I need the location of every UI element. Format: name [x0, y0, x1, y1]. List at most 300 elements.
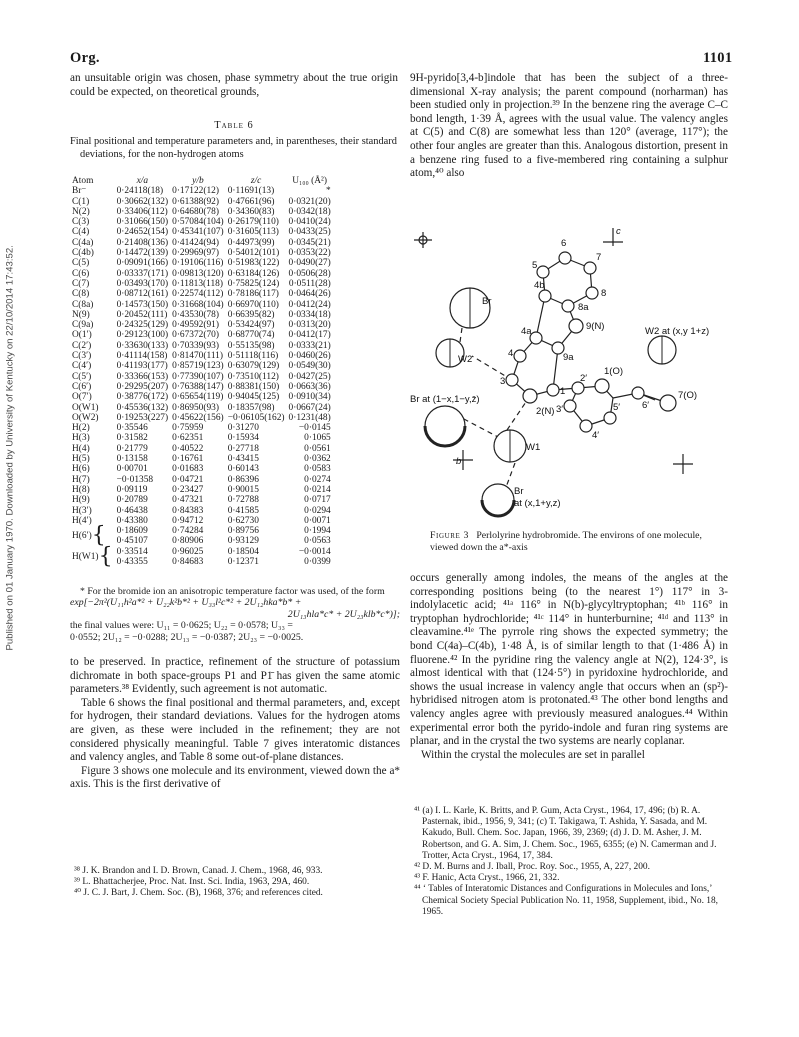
value-cell: 0·57084(104)	[172, 217, 224, 228]
atom-n2	[523, 389, 537, 403]
value-cell: 0·15934	[227, 433, 259, 444]
table-row	[70, 217, 333, 227]
label-8a: 8a	[578, 302, 589, 313]
atom-c4b	[539, 290, 551, 302]
atom-c7	[584, 262, 596, 274]
table-row	[70, 330, 333, 340]
atom-c4p	[580, 420, 592, 432]
value-cell: 0·00701	[116, 464, 148, 475]
value-cell: −0·0145	[298, 423, 331, 434]
atom-n9	[569, 319, 583, 333]
value-cell: 0·40522	[172, 443, 204, 454]
table-row	[70, 300, 333, 310]
value-cell: 0·0321(20)	[288, 196, 331, 207]
value-cell: 0·33406(112)	[116, 206, 168, 217]
value-cell: 0·33630(133)	[116, 340, 169, 351]
atom-o7	[660, 395, 676, 411]
value-cell: 0·0583	[304, 464, 331, 475]
brace-glyph: {	[98, 543, 113, 569]
table-row	[70, 351, 333, 361]
atom-cell: C(4a)	[72, 237, 94, 248]
atom-c3p	[564, 400, 576, 412]
value-cell: 0·26179(110)	[227, 217, 279, 228]
value-cell: 0·18609	[116, 526, 148, 537]
atom-c4	[514, 350, 526, 362]
value-cell: 0·0353(22)	[288, 248, 331, 259]
table-row	[70, 413, 333, 423]
value-cell: 0·63079(129)	[227, 361, 280, 372]
label-o7: 7(O)	[678, 390, 697, 401]
value-cell: 0·66970(110)	[227, 299, 279, 310]
value-cell: 0·54012(101)	[227, 248, 280, 259]
atom-cell: H(3)	[72, 433, 90, 444]
atom-c6	[559, 252, 571, 264]
value-cell: 0·1231(48)	[288, 412, 331, 423]
value-cell: 0·86396	[227, 474, 259, 485]
value-cell: 0·0071	[304, 515, 331, 526]
value-cell: 0·16761	[172, 454, 204, 465]
value-cell: 0·0294	[304, 505, 331, 516]
table-row	[70, 197, 333, 207]
value-cell: 0·94045(125)	[227, 392, 280, 403]
value-cell: 0·62730	[227, 515, 259, 526]
value-cell: 0·0333(21)	[288, 340, 331, 351]
value-cell: 0·22574(112)	[172, 289, 224, 300]
table-row	[70, 423, 333, 433]
value-cell: 0·84683	[172, 556, 204, 567]
value-cell: 0·34360(83)	[227, 206, 275, 217]
value-cell: 0·76388(147)	[172, 381, 224, 392]
label-axis-c: c	[616, 226, 621, 237]
table-row	[70, 485, 333, 495]
table-row	[70, 248, 333, 258]
col-x: x/a	[136, 176, 149, 186]
value-cell: 0·86950(93)	[172, 402, 219, 413]
value-cell: 0·09091(166)	[116, 258, 169, 269]
atom-cell: C(4′)	[72, 361, 92, 372]
atom-cell: C(8)	[72, 289, 90, 300]
atom-cell: N(9)	[72, 309, 90, 320]
label-n2: 2(N)	[536, 406, 555, 417]
value-cell: 0·51983(122)	[227, 258, 280, 269]
value-cell: 0·45622(156)	[172, 412, 224, 423]
label-8: 8	[601, 288, 607, 299]
value-cell: 0·47661(96)	[227, 196, 275, 207]
label-6: 6	[561, 238, 567, 249]
label-br-top: Br	[482, 296, 492, 307]
right-top-text: 9H-pyrido[3,4-b]indole that has been the subject of a three-dimensional X-ray analysis; the parent compound (norharman) has been studied only in projection.³⁹ In the benzene ring the average C–C bond length, 1·39 Å, agrees with the usual value. The valency angles at C(5) and C(8) are somewhat less than 120° (average, 117°); the other four angles are greater than this. Analogous distortion, present in a benzene ring fused to a five-membered ring containing a sulphur atom,⁴⁰ also	[410, 72, 728, 180]
atom-cell: H(3′)	[72, 505, 92, 516]
value-cell: 0·0399	[304, 556, 331, 567]
value-cell: 0·45107	[116, 536, 148, 547]
ref-43: ⁴³ F. Hanic, Acta Cryst., 1966, 21, 332.	[414, 873, 560, 884]
atom-cell: C(2′)	[72, 340, 92, 351]
coords-table	[70, 176, 333, 567]
value-cell: 0·0412(24)	[288, 299, 331, 310]
value-cell: 0·20452(111)	[116, 309, 168, 320]
atom-cell: C(5′)	[72, 371, 92, 382]
table-row	[70, 372, 333, 382]
value-cell: 0·18357(98)	[227, 402, 275, 413]
value-cell: 0·20789	[116, 495, 148, 506]
table-row	[70, 516, 333, 526]
value-cell: 0·12371	[227, 556, 259, 567]
ref-40: ⁴⁰ J. C. J. Bart, J. Chem. Soc. (B), 1968, 376; and references cited.	[74, 888, 323, 899]
label-5: 5	[532, 260, 538, 271]
label-3: 3	[500, 376, 506, 387]
table-row	[70, 361, 333, 371]
col-y: y/b	[192, 176, 204, 186]
value-cell: 0·43380	[116, 515, 148, 526]
atom-cell: H(4)	[72, 443, 90, 454]
value-cell: 0·89756	[227, 526, 259, 537]
label-5p: 5′	[613, 402, 621, 413]
table-footnote	[70, 586, 400, 643]
value-cell: 0·75825(124)	[227, 278, 280, 289]
value-cell: 0·73510(112)	[227, 371, 279, 382]
right-references	[410, 806, 728, 918]
atom-cell: C(3)	[72, 217, 90, 228]
value-cell: 0·14573(150)	[116, 299, 169, 310]
atom-cell: C(6′)	[72, 381, 92, 392]
value-cell: 0·44973(99)	[227, 237, 275, 248]
atom-cell: C(4)	[72, 227, 90, 238]
atom-cell: O(7′)	[72, 392, 92, 403]
atom-cell: H(7)	[72, 474, 90, 485]
value-cell: 0·24325(129)	[116, 320, 169, 331]
value-cell: 0·85719(123)	[172, 361, 224, 372]
value-cell: 0·0410(24)	[288, 217, 331, 228]
value-cell: 0·74284	[172, 526, 204, 537]
value-cell: 0·0511(28)	[288, 278, 331, 289]
value-cell: 0·19106(116)	[172, 258, 224, 269]
value-cell: 0·27718	[227, 443, 259, 454]
value-cell: 0·0464(26)	[288, 289, 331, 300]
value-cell: 0·78186(117)	[227, 289, 279, 300]
value-cell: 0·21779	[116, 443, 148, 454]
figure-3-molecule	[410, 226, 728, 518]
value-cell: 0·31066(150)	[116, 217, 169, 228]
col-atom: Atom	[72, 176, 94, 186]
value-cell: −0·01358	[116, 474, 154, 485]
left-para-2: Table 6 shows the final positional and thermal parameters, and, except for hydrogen, their standard deviations. Values for the hydrogen atoms are given, as these were included in the refinement; they are not considered physically meaningful. Table 7 gives interatomic distances and valency angles, and Table 8 some out-of-plane distances.	[70, 696, 400, 764]
atom-cell: H(9)	[72, 495, 90, 506]
value-cell: 0·96025	[172, 546, 204, 557]
atom-o1	[595, 379, 609, 393]
label-w2-right: W2 at (x,y 1+z)	[645, 326, 710, 337]
table-row	[70, 341, 333, 351]
table-row	[70, 403, 333, 413]
download-watermark: Published on 01 January 1970. Downloaded by University of Kentucky on 22/10/2014 17:43:52.	[4, 245, 16, 651]
atom-c8a	[562, 300, 574, 312]
right-body	[410, 572, 728, 762]
table-caption	[70, 120, 398, 161]
label-7: 7	[596, 252, 602, 263]
value-cell: *	[326, 186, 331, 197]
atom-cell: H(6)	[72, 464, 90, 475]
value-cell: 0·43355	[116, 556, 148, 567]
value-cell: −0·06105(162)	[227, 412, 285, 423]
table-row	[70, 495, 333, 505]
value-cell: 0·0663(36)	[288, 381, 331, 392]
atom-cell: Br⁻	[72, 186, 87, 197]
atom-cell: C(7)	[72, 278, 90, 289]
value-cell: 0·80906	[172, 536, 204, 547]
value-cell: 0·30662(132)	[116, 196, 169, 207]
atom-c6p	[632, 387, 644, 399]
ref-42: ⁴² D. M. Burns and J. Iball, Proc. Roy. Soc., 1955, A, 227, 200.	[414, 862, 650, 873]
coordinates-table	[70, 176, 400, 567]
value-cell: 0·31582	[116, 433, 148, 444]
value-cell: 0·94712	[172, 515, 204, 526]
table-row	[70, 238, 333, 248]
figure-label: Figure 3	[430, 530, 469, 541]
col-u: U₁₀₀ (Å²)	[292, 176, 327, 186]
table-row	[70, 444, 333, 454]
atom-cell	[70, 543, 115, 569]
value-cell: 0·45341(107)	[172, 227, 224, 238]
value-cell: 0·04721	[172, 474, 204, 485]
value-cell: 0·18504	[227, 546, 259, 557]
left-references	[70, 866, 400, 900]
value-cell: 0·01683	[172, 464, 204, 475]
value-cell: 0·41193(177)	[116, 361, 168, 372]
value-cell: 0·23427	[172, 484, 204, 495]
value-cell: 0·0412(17)	[288, 330, 331, 341]
value-cell: 0·62351	[172, 433, 204, 444]
brace-glyph: {	[91, 523, 106, 549]
table-row	[70, 392, 333, 402]
left-para-1: to be preserved. In practice, refinement of the structure of potassium dichromate in both space-groups P1 and P1̄ has given the same atomic parameters.³⁸ Evidently, such agreement is not automatic.	[70, 656, 400, 696]
value-cell: 0·0342(18)	[288, 206, 331, 217]
atom-cell: O(1′)	[72, 330, 92, 341]
value-cell: 0·14472(139)	[116, 248, 169, 259]
atom-cell: H(8)	[72, 484, 90, 495]
table-row	[70, 227, 333, 237]
value-cell: 0·41585	[227, 505, 259, 516]
value-cell: 0·21408(136)	[116, 237, 169, 248]
table-row	[70, 207, 333, 217]
value-cell: 0·41114(158)	[116, 351, 168, 362]
atom-cell: C(4b)	[72, 248, 94, 259]
value-cell: 0·33366(153)	[116, 371, 169, 382]
value-cell: 0·70339(93)	[172, 340, 219, 351]
value-cell: 0·47321	[172, 495, 204, 506]
value-cell: 0·84383	[172, 505, 204, 516]
value-cell: 0·31668(104)	[172, 299, 224, 310]
table-row	[70, 454, 333, 464]
table-row	[70, 526, 333, 536]
value-cell: 0·17122(12)	[172, 186, 219, 197]
atom-c4a	[530, 332, 542, 344]
table-row	[70, 320, 333, 330]
value-cell: −0·0014	[298, 546, 331, 557]
value-cell: 0·0334(18)	[288, 309, 331, 320]
table-row	[70, 186, 333, 196]
value-cell: 0·0345(21)	[288, 237, 331, 248]
value-cell: 0·31270	[227, 423, 259, 434]
value-cell: 0·0433(25)	[288, 227, 331, 238]
value-cell: 0·33514	[116, 546, 148, 557]
value-cell: 0·51118(116)	[227, 351, 279, 362]
value-cell: 0·0313(20)	[288, 320, 331, 331]
value-cell: 0·93129	[227, 536, 259, 547]
footnote-values-2: 0·0552; 2U₁₂ = −0·0288; 2U₁₃ = −0·0387; 2U₂₃ = −0·0025.	[70, 631, 304, 643]
label-o1: 1(O)	[604, 366, 623, 377]
label-n9: 9(N)	[586, 321, 605, 332]
label-3p: 3′	[556, 404, 564, 415]
atom-cell: C(9a)	[72, 320, 94, 331]
value-cell: 0·43415	[227, 454, 259, 465]
value-cell: 0·35546	[116, 423, 148, 434]
label-4p: 4′	[592, 430, 600, 441]
value-cell: 0·49592(91)	[172, 320, 219, 331]
label-axis-b: b	[456, 456, 462, 467]
value-cell: 0·41424(94)	[172, 237, 219, 248]
label-4a: 4a	[521, 326, 532, 337]
value-cell: 0·0362	[304, 454, 331, 465]
atom-c1	[547, 384, 559, 396]
value-cell: 0·09119	[116, 484, 148, 495]
ref-39: ³⁹ L. Bhattacherjee, Proc. Nat. Inst. Sci. India, 1963, 29A, 460.	[74, 877, 310, 888]
atom-label: H(6′)	[72, 531, 92, 542]
value-cell: 0·11813(118)	[172, 278, 223, 289]
label-w2-left: W2	[458, 354, 473, 365]
value-cell: 0·0667(24)	[288, 402, 331, 413]
value-cell: 0·0561	[304, 443, 331, 454]
page-number: 1101	[703, 50, 733, 66]
formula-line-2: 2U₁₃hla*c* + 2U₂₃klb*c*)];	[287, 608, 400, 620]
value-cell: 0·0549(30)	[288, 361, 331, 372]
atom-cell: H(5)	[72, 454, 90, 465]
value-cell: 0·55135(98)	[227, 340, 275, 351]
table-row	[70, 433, 333, 443]
table-row	[70, 269, 333, 279]
left-body	[70, 656, 400, 792]
ref-44: ⁴⁴ ‘ Tables of Interatomic Distances and Configurations in Molecules and Ions,’ Chemical Society Special Publication No. 11, 1958, Supplement, ibid., No. 18, 1965.	[414, 884, 718, 917]
value-cell: 0·53424(97)	[227, 320, 275, 331]
atom-cell: C(8a)	[72, 299, 94, 310]
value-cell: 0·60143	[227, 464, 259, 475]
atom-cell: C(3′)	[72, 351, 92, 362]
right-para-1: occurs generally among indoles, the means of the angles at the corresponding positions being (to the nearest 1°) 117° in 3-indolylacetic acid; ⁴¹ᵃ 116° in N(b)-glycyltryptophan; ⁴¹ᵇ 116° in tryptophan hydrochloride; ⁴¹ᶜ 114° in hunterburnine; ⁴¹ᵈ and 113° in cleavamine.⁴¹ᵉ The pyrrole ring shows the expected symmetry; the bond C(4a)–C(4b), 1·48 Å, is of similar length to that (1·486 Å) in fluorene.⁴² In the pyridine ring the valency angle at N(2), 124·3°, is almost identical with that (124·5°) in pyridoxine hydrochloride, and shows the usual increase in valency angle that occurs when an (sp²)-hybridised nitrogen atom is protonated.⁴³ The other bond lengths and valency angles agree with previously measured analogues.⁴⁴ Within experimental error both the pyrido-indole and furan ring systems are planar, and in the crystal the two systems are nearly coplanar.	[410, 572, 728, 748]
value-cell: 0·0274	[304, 474, 331, 485]
value-cell: 0·24652(154)	[116, 227, 169, 238]
label-4: 4	[508, 348, 514, 359]
atom-cell: N(2)	[72, 206, 90, 217]
table-row	[70, 279, 333, 289]
atom-cell: H(2)	[72, 423, 90, 434]
value-cell: 0·0717	[304, 495, 331, 506]
value-cell: 0·72788	[227, 495, 259, 506]
value-cell: 0·75959	[172, 423, 204, 434]
table-row	[70, 506, 333, 516]
atom-c8	[586, 287, 598, 299]
right-para-2: Within the crystal the molecules are set in parallel	[421, 748, 645, 761]
label-br-bottom-at: at (x,1+y,z)	[514, 498, 561, 509]
running-head-journal: Org.	[70, 50, 100, 66]
value-cell: 0·08712(161)	[116, 289, 169, 300]
value-cell: 0·46438	[116, 505, 148, 516]
label-9a: 9a	[563, 352, 574, 363]
atom-c3	[506, 374, 518, 386]
formula-line-1: exp[−2π²(U₁₁h²a*² + U₂₂k²b*² + U₃₃l²c*² + 2U₁₂hka*b* +	[70, 597, 302, 609]
value-cell: 0·67372(70)	[172, 330, 219, 341]
table-row	[70, 310, 333, 320]
table-row	[70, 464, 333, 474]
atom-cell: C(1)	[72, 196, 90, 207]
value-cell: 0·0214	[304, 484, 331, 495]
label-w1: W1	[526, 442, 541, 453]
value-cell: 0·29969(97)	[172, 248, 219, 259]
value-cell: 0·03493(170)	[116, 278, 169, 289]
value-cell: 0·63184(126)	[227, 268, 280, 279]
atom-c5	[537, 266, 549, 278]
value-cell: 0·0490(27)	[288, 258, 331, 269]
ref-41: ⁴¹ (a) I. L. Karle, K. Britts, and P. Gum, Acta Cryst., 1964, 17, 496; (b) R. A. Pasternak, ibid., 1956, 9, 341; (c) T. Takigawa, T. Ashida, Y. Sasada, and M. Kakudo, Bull. Chem. Soc. Japan, 1966, 39, 2369; (d) J. D. M. Asher, J. M. Robertson, and G. A. Sim, J. Chem. Soc., 1965, 6355; (e) N. Camerman and J. Trotter, Acta Cryst., 1964, 17, 384.	[414, 806, 717, 861]
value-cell: 0·1994	[304, 526, 331, 537]
table-header-row	[70, 176, 333, 186]
table-row	[70, 382, 333, 392]
value-cell: 0·19253(227)	[116, 412, 169, 423]
value-cell: 0·88381(150)	[227, 381, 280, 392]
value-cell: 0·0563	[304, 536, 331, 547]
value-cell: 0·0460(26)	[288, 351, 331, 362]
label-br-bottom: Br	[514, 486, 524, 497]
value-cell: 0·29123(100)	[116, 330, 169, 341]
value-cell: 0·0427(25)	[288, 371, 331, 382]
table-number: Table 6	[214, 120, 254, 131]
value-cell: 0·31605(113)	[227, 227, 279, 238]
label-2p: 2′	[580, 373, 588, 384]
table-title: Final positional and temperature parameters and, in parentheses, their standard deviations, for the non-hydrogen atoms	[70, 136, 397, 160]
value-cell: 0·90015	[227, 484, 259, 495]
col-z: z/c	[250, 176, 262, 186]
label-br-left: Br at (1−x,1−y,z̄)	[410, 394, 480, 405]
left-top-text: an unsuitable origin was chosen, phase symmetry about the true origin could be expected, on theoretical grounds,	[70, 72, 398, 98]
atom-cell: O(W1)	[72, 402, 99, 413]
label-6p: 6′	[642, 400, 650, 411]
value-cell: 0·64680(78)	[172, 206, 219, 217]
value-cell: 0·24118(18)	[116, 186, 164, 197]
atom-cell: C(5)	[72, 258, 90, 269]
figure-caption	[430, 530, 720, 553]
footnote-values-1: the final values were: U₁₁ = 0·0625; U₂₂ = 0·0578; U₃₃ =	[70, 620, 293, 632]
value-cell: 0·43530(78)	[172, 309, 219, 320]
atom-cell: H(4′)	[72, 515, 92, 526]
atom-label: H(W1)	[72, 552, 99, 563]
value-cell: 0·13158	[116, 454, 148, 465]
value-cell: 0·29295(207)	[116, 381, 169, 392]
table-row	[70, 475, 333, 485]
value-cell: 0·11691(13)	[227, 186, 275, 197]
value-cell: 0·38776(172)	[116, 392, 169, 403]
footnote-intro: * For the bromide ion an anisotropic temperature factor was used, of the form	[80, 586, 385, 597]
value-cell: 0·45536(132)	[116, 402, 169, 413]
value-cell: 0·09813(120)	[172, 268, 224, 279]
ref-38: ³⁸ J. K. Brandon and I. D. Brown, Canad. J. Chem., 1968, 46, 933.	[74, 866, 323, 876]
value-cell: 0·1065	[304, 433, 331, 444]
value-cell: 0·0506(28)	[288, 268, 331, 279]
value-cell: 0·81470(111)	[172, 351, 223, 362]
value-cell: 0·66395(82)	[227, 309, 275, 320]
value-cell: 0·03337(171)	[116, 268, 169, 279]
label-4b: 4b	[534, 280, 545, 291]
value-cell: 0·68770(74)	[227, 330, 275, 341]
value-cell: 0·65654(119)	[172, 392, 224, 403]
table-row	[70, 547, 333, 557]
table-row	[70, 258, 333, 268]
